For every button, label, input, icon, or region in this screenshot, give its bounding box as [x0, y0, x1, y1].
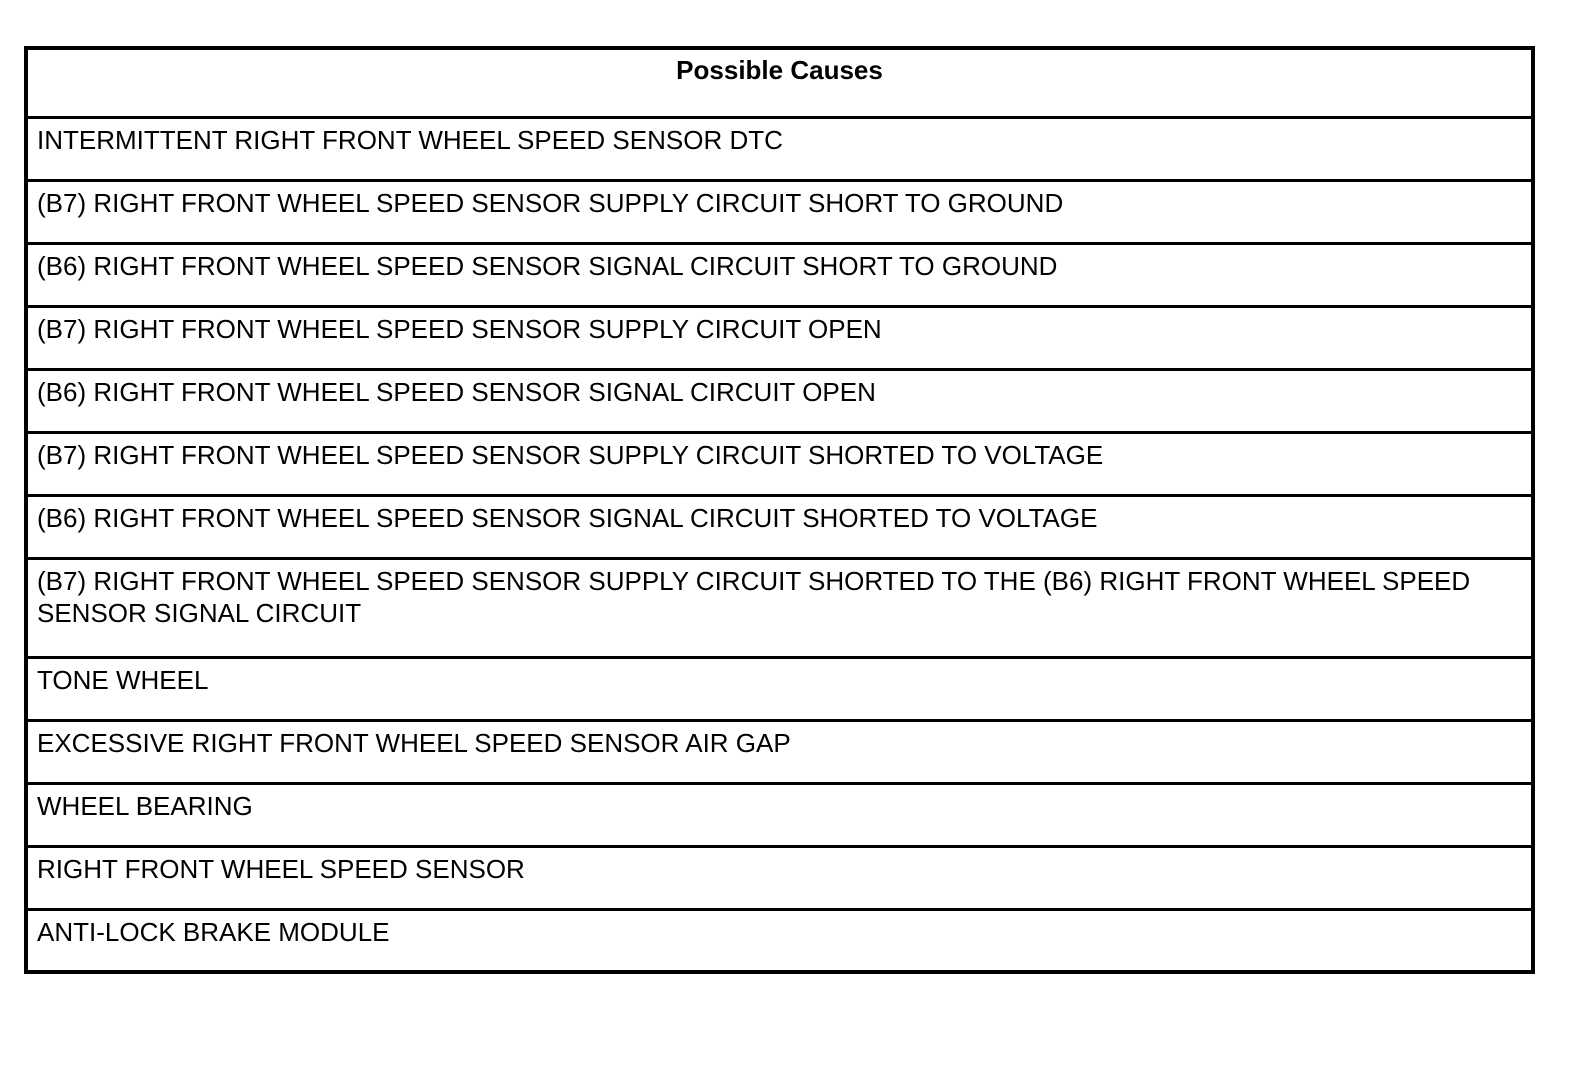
table-row — [26, 432, 1533, 495]
table-header: Possible Causes — [26, 48, 1533, 117]
table-row — [26, 117, 1533, 180]
table-row — [26, 558, 1533, 657]
table-row — [26, 306, 1533, 369]
cause-cell: EXCESSIVE RIGHT FRONT WHEEL SPEED SENSOR AIR GAP — [26, 720, 1533, 783]
cause-cell: RIGHT FRONT WHEEL SPEED SENSOR — [26, 846, 1533, 909]
table-row — [26, 180, 1533, 243]
cause-cell: (B7) RIGHT FRONT WHEEL SPEED SENSOR SUPPLY CIRCUIT SHORTED TO VOLTAGE — [26, 432, 1533, 495]
cause-cell: (B6) RIGHT FRONT WHEEL SPEED SENSOR SIGNAL CIRCUIT OPEN — [26, 369, 1533, 432]
cause-cell: (B6) RIGHT FRONT WHEEL SPEED SENSOR SIGNAL CIRCUIT SHORTED TO VOLTAGE — [26, 495, 1533, 558]
cause-cell: WHEEL BEARING — [26, 783, 1533, 846]
cause-cell: (B6) RIGHT FRONT WHEEL SPEED SENSOR SIGNAL CIRCUIT SHORT TO GROUND — [26, 243, 1533, 306]
table-row — [26, 243, 1533, 306]
possible-causes-table — [24, 46, 1535, 974]
cause-cell: (B7) RIGHT FRONT WHEEL SPEED SENSOR SUPPLY CIRCUIT OPEN — [26, 306, 1533, 369]
cause-cell: TONE WHEEL — [26, 657, 1533, 720]
cause-cell: (B7) RIGHT FRONT WHEEL SPEED SENSOR SUPPLY CIRCUIT SHORT TO GROUND — [26, 180, 1533, 243]
table-header-row — [26, 48, 1533, 117]
table-row — [26, 783, 1533, 846]
table-row — [26, 720, 1533, 783]
table-row — [26, 846, 1533, 909]
cause-cell: INTERMITTENT RIGHT FRONT WHEEL SPEED SENSOR DTC — [26, 117, 1533, 180]
table-row — [26, 495, 1533, 558]
table-row — [26, 909, 1533, 972]
cause-cell: ANTI-LOCK BRAKE MODULE — [26, 909, 1533, 972]
table-row — [26, 369, 1533, 432]
table-row — [26, 657, 1533, 720]
cause-cell: (B7) RIGHT FRONT WHEEL SPEED SENSOR SUPPLY CIRCUIT SHORTED TO THE (B6) RIGHT FRONT WHEEL SPEED SENSOR SIGNAL CIRCUIT — [26, 558, 1533, 657]
